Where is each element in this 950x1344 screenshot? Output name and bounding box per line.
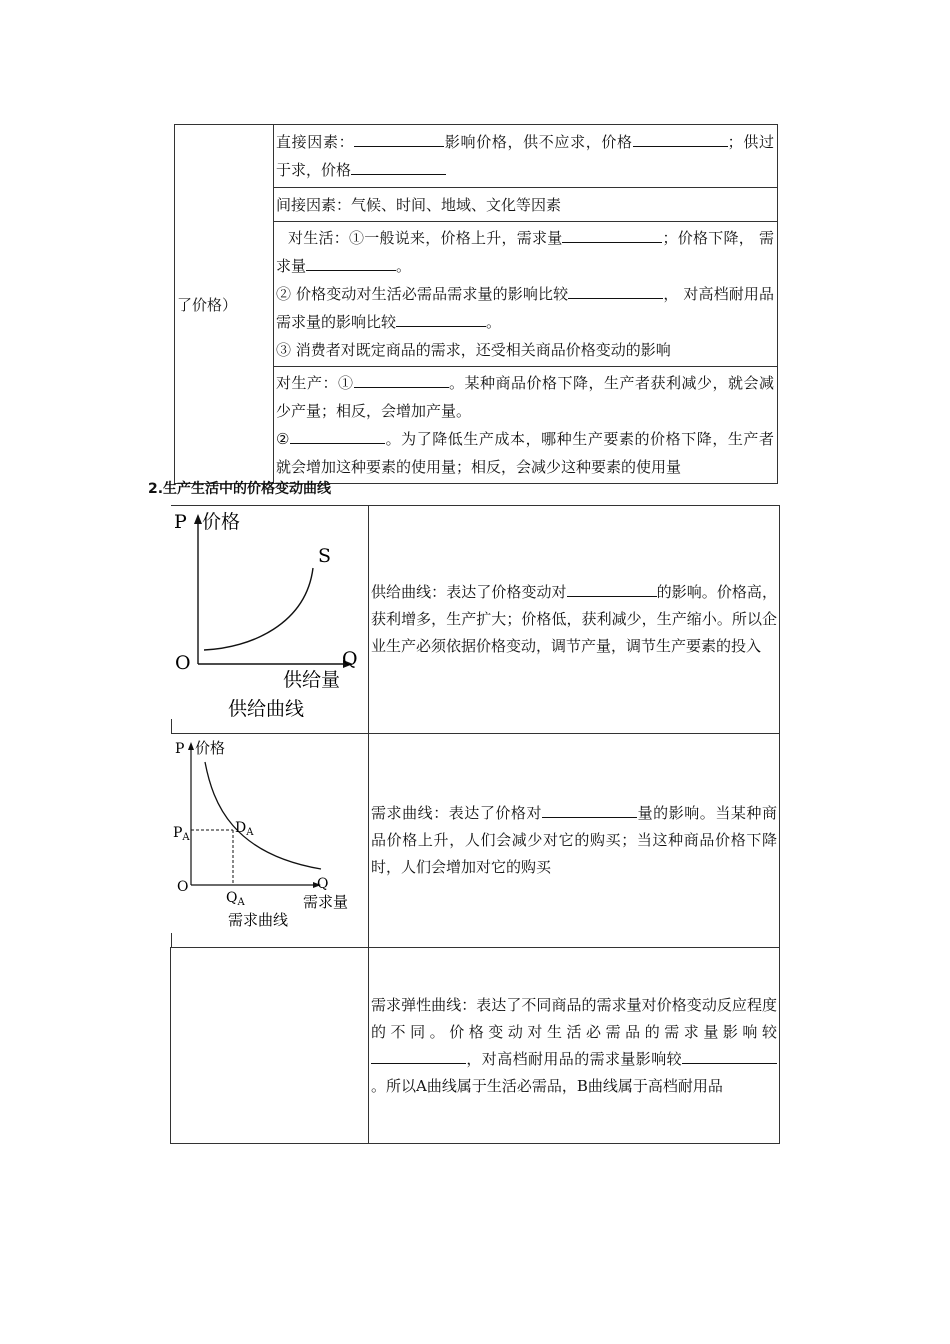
- direct-factor-text: 影响价格，供不应求，价格: [444, 133, 633, 151]
- production-text-1b: 。某种商品价格下降，生产者获利减少，就会减少产量；相反，会增加产量。: [276, 374, 774, 420]
- blank-line: [542, 802, 637, 818]
- demand-curve: [205, 762, 321, 869]
- production-text-2b: 。为了降低生产成本，哪种生产要素的价格下降，生产者就会增加这种要素的使用量；相反，会减少这种要素的使用量: [276, 430, 774, 476]
- figure-caption: 供给曲线: [227, 698, 304, 720]
- row-label-cell: [175, 125, 274, 484]
- demand-text-cell: [369, 734, 780, 948]
- effect-on-life-cell: [274, 222, 778, 367]
- supply-text-2: 的影响。价格高，获利增多，生产扩大；价格低，获利减少，生产缩小。所以企业生产必须依据价格变动，调节产量，调节生产要素的投入: [371, 583, 777, 655]
- y-axis-arrow: [188, 742, 194, 750]
- life-text-1: 对生活：①一般说来，价格上升，需求量: [288, 229, 563, 247]
- demand-text-2: 量的影响。当某种商品价格上升，人们会减少对它的购买；当这种商品价格下降时，人们会增加对它的购买: [371, 804, 777, 876]
- blank-line: [562, 227, 662, 243]
- border-tick: [171, 933, 172, 947]
- x-axis-label: 需求量: [302, 893, 348, 911]
- blank-line: [568, 283, 663, 299]
- origin-label: O: [176, 879, 188, 895]
- y-axis-arrow: [194, 514, 202, 524]
- blank-line: [306, 255, 396, 271]
- q-label: Q: [316, 876, 328, 892]
- direct-factor-label: 直接因素：: [276, 133, 355, 151]
- demand-text: 需求曲线：表达了价格对: [371, 804, 543, 822]
- demand-curve-figure: [171, 734, 368, 947]
- supply-curve-figure-cell: [171, 506, 369, 734]
- direct-factor-cell: [274, 125, 778, 188]
- y-axis-label: 价格: [194, 739, 225, 757]
- figure-caption: 需求曲线: [227, 911, 288, 929]
- life-text-2: ② 价格变动对生活必需品需求量的影响比较: [276, 285, 569, 303]
- origin-label: O: [174, 652, 191, 674]
- supply-text: 供给曲线：表达了价格变动对: [371, 583, 567, 601]
- elasticity-text-cell: [369, 948, 780, 1144]
- p-label: P: [174, 741, 184, 757]
- life-text-1c: 。: [396, 257, 412, 275]
- blank-line: [371, 1048, 466, 1064]
- life-text-2b: ， 对高档耐用品需求量的影响比较: [276, 285, 774, 331]
- elasticity-text-3: 。所以A曲线属于生活必需品，B曲线属于高档耐用品: [371, 1076, 723, 1095]
- x-axis-label: 供给量: [282, 669, 340, 691]
- blank-line: [633, 131, 728, 147]
- supply-text-cell: [369, 506, 780, 734]
- supply-curve: [204, 568, 313, 650]
- p-label: P: [173, 511, 187, 533]
- price-curves-table: [170, 505, 780, 1144]
- qa-label: $Q_A$: [225, 890, 245, 908]
- blank-line: [396, 311, 486, 327]
- blank-line: [354, 372, 449, 388]
- supply-curve-figure: [171, 506, 368, 733]
- demand-curve-figure-cell: [171, 734, 369, 948]
- direct-factor-text-2: ；供过于求，价格: [276, 133, 774, 179]
- da-label: $D_A$: [234, 820, 253, 838]
- pa-label: $P_A$: [172, 825, 190, 843]
- blank-line: [682, 1048, 777, 1064]
- effect-on-production-cell: [274, 367, 778, 484]
- indirect-factor-text: 间接因素：气候、时间、地域、文化等因素: [276, 195, 562, 214]
- blank-line: [567, 581, 657, 597]
- life-text-2c: 。: [486, 313, 502, 331]
- production-text-1: 对生产：①: [276, 374, 354, 392]
- life-text-1b: ；价格下降， 需求量: [276, 229, 774, 275]
- life-text-3: ③ 消费者对既定商品的需求，还受相关商品价格变动的影响: [276, 341, 671, 359]
- blank-line: [354, 131, 444, 147]
- section-heading: 2.生产生活中的价格变动曲线: [148, 481, 332, 497]
- row-label: 了价格）: [177, 295, 238, 314]
- indirect-factor-cell: [274, 188, 778, 222]
- blank-line: [290, 428, 385, 444]
- border-tick: [171, 719, 172, 733]
- elasticity-text: 需求弹性曲线：表达了不同商品的需求量对价格变动反应程度的不同。价格变动对生活必需品的需求量影响较: [371, 995, 777, 1041]
- y-axis-label: 价格: [201, 511, 240, 533]
- elasticity-text-2: ，对高档耐用品的需求量影响较: [466, 1049, 682, 1068]
- price-factors-table: [174, 124, 778, 484]
- production-text-2: ②: [276, 430, 291, 448]
- s-label: S: [317, 545, 331, 567]
- blank-line: [351, 159, 446, 175]
- elasticity-figure-cell: [171, 948, 369, 1144]
- q-label: Q: [341, 648, 358, 670]
